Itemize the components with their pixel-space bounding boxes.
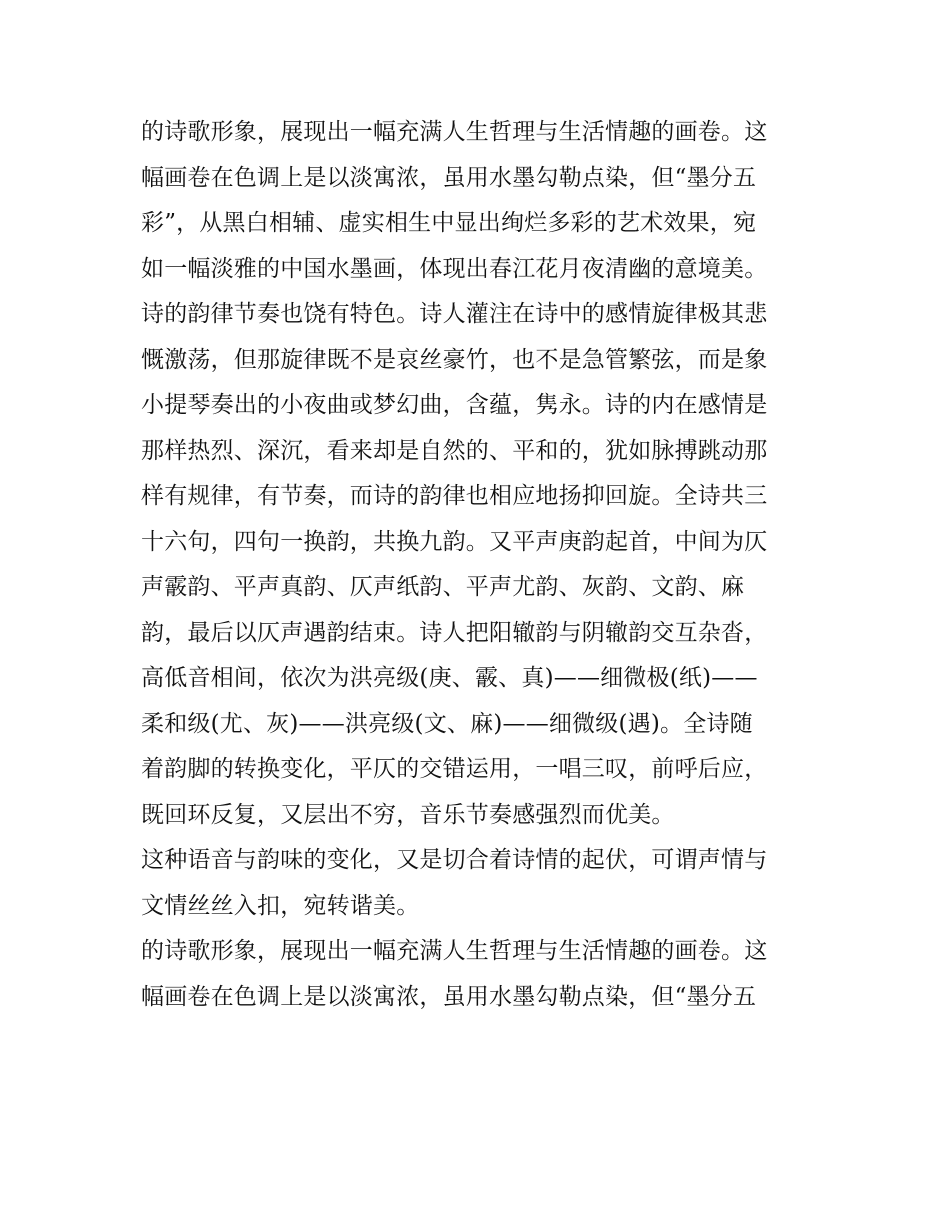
body-text [141,110,821,1020]
text-line: 十六句，四句一换韵，共换九韵。又平声庚韵起首，中间为仄 [141,528,768,555]
text-line: 韵，最后以仄声遇韵结束。诗人把阳辙韵与阴辙韵交互杂沓， [141,619,768,646]
text-line: 既回环反复，又层出不穷，音乐节奏感强烈而优美。 [141,801,675,828]
text-line: 诗的韵律节奏也饶有特色。诗人灌注在诗中的感情旋律极其悲 [141,301,768,327]
text-line: 柔和级(尤、灰)——洪亮级(文、麻)——细微级(遇)。全诗随 [141,710,753,737]
text-line: 彩”，从黑白相辅、虚实相生中显出绚烂多彩的艺术效果，宛 [141,210,757,236]
text-line: 高低音相间，依次为洪亮级(庚、霰、真)——细微极(纸)—— [141,665,758,691]
text-line: 的诗歌形象，展现出一幅充满人生哲理与生活情趣的画卷。这 [141,119,768,145]
text-line: 这种语音与韵味的变化，又是切合着诗情的起伏，可谓声情与 [141,847,768,873]
text-line: 文情丝丝入扣，宛转谐美。 [141,892,420,919]
text-line: 慨激荡，但那旋律既不是哀丝豪竹，也不是急管繁弦，而是象 [141,346,768,373]
text-line: 幅画卷在色调上是以淡寓浓，虽用水墨勾勒点染，但“墨分五 [141,164,757,191]
text-line: 如一幅淡雅的中国水墨画，体现出春江花月夜清幽的意境美。 [141,255,768,282]
text-line: 样有规律，有节奏，而诗的韵律也相应地扬抑回旋。全诗共三 [141,483,768,509]
text-line: 着韵脚的转换变化，平仄的交错运用，一唱三叹，前呼后应， [141,756,768,782]
text-line: 幅画卷在色调上是以淡寓浓，虽用水墨勾勒点染，但“墨分五 [141,983,757,1010]
text-line: 的诗歌形象，展现出一幅充满人生哲理与生活情趣的画卷。这 [141,938,768,964]
text-line: 声霰韵、平声真韵、仄声纸韵、平声尤韵、灰韵、文韵、麻 [141,574,745,600]
text-line: 那样热烈、深沉，看来却是自然的、平和的，犹如脉搏跳动那 [141,437,768,464]
text-line: 小提琴奏出的小夜曲或梦幻曲，含蕴，隽永。诗的内在感情是 [141,392,768,418]
